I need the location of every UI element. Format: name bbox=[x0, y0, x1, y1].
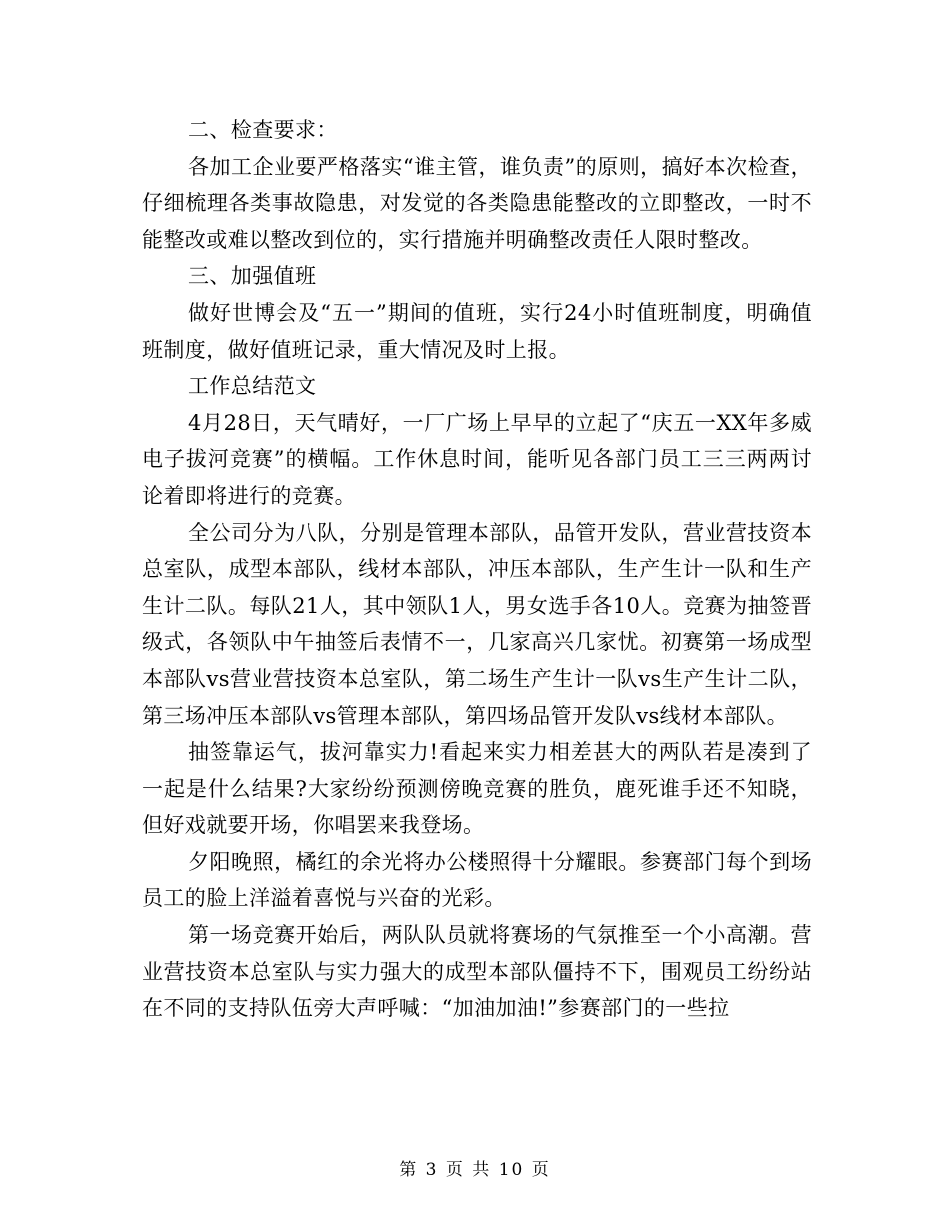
section-heading-work-summary: 工作总结范文 bbox=[188, 374, 317, 399]
paragraph-duty-details: 做好世博会及“五一”期间的值班，实行24小时值班制度，明确值班制度，做好值班记录，重大情况及时上报。 bbox=[142, 300, 812, 362]
paragraph-sunset: 夕阳晚照，橘红的余光将办公楼照得十分耀眼。参赛部门每个到场员工的脸上洋溢着喜悦与兴奋的光彩。 bbox=[142, 849, 812, 911]
paragraph-first-match: 第一场竞赛开始后，两队队员就将赛场的气氛推至一个小高潮。营业营技资本总室队与实力强大的成型本部队僵持不下，围观员工纷纷站在不同的支持队伍旁大声呼喊：“加油加油!”参赛部门的一些拉 bbox=[142, 923, 812, 1021]
page-number-footer: 第 3 页 共 10 页 bbox=[399, 1160, 551, 1180]
section-heading-duty: 三、加强值班 bbox=[188, 264, 317, 289]
section-heading-inspection-requirements: 二、检查要求： bbox=[188, 118, 338, 142]
document-body bbox=[142, 112, 812, 1027]
paragraph-predictions: 抽签靠运气，拔河靠实力!看起来实力相差甚大的两队若是凑到了一起是什么结果?大家纷纷预测傍晚竞赛的胜负，鹿死谁手还不知晓，但好戏就要开场，你唱罢来我登场。 bbox=[142, 740, 812, 838]
paragraph-event-intro: 4月28日，天气晴好，一厂广场上早早的立起了“庆五一XX年多威电子拔河竞赛”的横幅。工作休息时间，能听见各部门员工三三两两讨论着即将进行的竞赛。 bbox=[142, 410, 812, 508]
paragraph-inspection-details: 各加工企业要严格落实“谁主管，谁负责”的原则，搞好本次检查，仔细梳理各类事故隐患，对发觉的各类隐患能整改的立即整改，一时不能整改或难以整改到位的，实行措施并明确整改责任人限时整改。 bbox=[142, 154, 812, 252]
paragraph-teams: 全公司分为八队，分别是管理本部队，品管开发队，营业营技资本总室队，成型本部队，线材本部队，冲压本部队，生产生计一队和生产生计二队。每队21人，其中领队1人，男女选手各10人。竞赛为抽签晋级式，各领队中午抽签后表情不一，几家高兴几家忧。初赛第一场成型本部队vs营业营技资本总室队，第二场生产生计一队vs生产生计二队，第三场冲压本部队vs管理本部队，第四场品管开发队vs线材本部队。 bbox=[142, 520, 812, 728]
